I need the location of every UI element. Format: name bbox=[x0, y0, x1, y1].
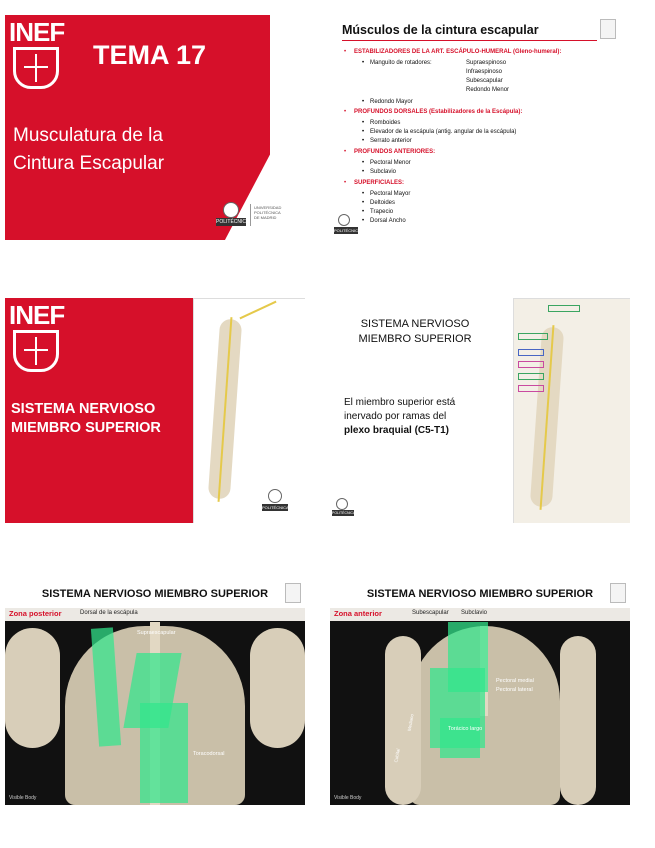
nerve-label: Torácico largo bbox=[448, 726, 483, 732]
inef-small-logo-icon bbox=[610, 583, 626, 603]
upm-seal-icon bbox=[338, 214, 350, 226]
thoracodorsal-highlight bbox=[140, 703, 188, 803]
university-name: UNIVERSIDAD POLITÉCNICA DE MADRID bbox=[254, 205, 282, 220]
left-arm-illustration bbox=[5, 628, 60, 748]
slide-nervous-system-intro bbox=[330, 298, 630, 523]
list-item: Infraespinoso bbox=[466, 69, 503, 75]
nerve-label: Pectoral medial bbox=[496, 678, 534, 684]
brachial-plexus-diagram bbox=[513, 298, 630, 523]
upm-seal-icon bbox=[268, 489, 282, 503]
list-item: Dorsal Ancho bbox=[370, 218, 406, 224]
body-line-2: inervado por ramas del bbox=[344, 411, 447, 422]
left-arm-illustration bbox=[385, 636, 421, 805]
list-heading: PROFUNDOS ANTERIORES: bbox=[354, 149, 436, 155]
nerve-label: Cubital bbox=[393, 748, 401, 763]
slide-posterior-zone bbox=[5, 580, 305, 805]
nerve-label-box bbox=[518, 373, 544, 380]
inef-small-logo-icon bbox=[285, 583, 301, 603]
nerve-label-box bbox=[518, 333, 548, 340]
slide-tema-17 bbox=[5, 15, 305, 240]
list-item: Pectoral Mayor bbox=[370, 191, 411, 197]
brachial-plexus-diagram bbox=[193, 298, 305, 523]
list-item: Romboides bbox=[370, 120, 401, 126]
nerve-label-box bbox=[518, 349, 544, 356]
list-heading: ESTABILIZADORES DE LA ART. ESCÁPULO-HUMERAL (Gleno-humeral): bbox=[354, 49, 562, 55]
inef-emblem-icon bbox=[13, 47, 59, 89]
title-line-2: MIEMBRO SUPERIOR bbox=[11, 420, 161, 436]
right-arm-illustration bbox=[560, 636, 596, 805]
list-item: Redondo Mayor bbox=[370, 99, 413, 105]
divider bbox=[250, 204, 251, 226]
inef-emblem-icon bbox=[13, 330, 59, 372]
list-heading: PROFUNDOS DORSALES (Estabilizadores de la Escápula): bbox=[354, 109, 523, 115]
list-item: Redondo Menor bbox=[466, 87, 510, 93]
visible-body-credit: Visible Body bbox=[334, 795, 362, 801]
politecnica-badge: POLITÉCNICA bbox=[262, 505, 289, 510]
inef-logo-text: INEF bbox=[9, 300, 65, 330]
nerve-label-box bbox=[518, 361, 544, 368]
slide-title: Músculos de la cintura escapular bbox=[342, 23, 539, 37]
subtitle-line-2: Cintura Escapular bbox=[13, 153, 165, 174]
upm-seal-icon bbox=[336, 498, 348, 510]
nerve-label: Supraescapular bbox=[137, 630, 176, 636]
politecnica-badge: POLITÉCNICA bbox=[332, 511, 356, 515]
nerve-line bbox=[239, 301, 276, 320]
visible-body-credit: Visible Body bbox=[9, 795, 37, 801]
slide-nervous-system-title bbox=[5, 298, 305, 523]
title-underline bbox=[342, 40, 597, 41]
list-item: Elevador de la escápula (antig. angular de la escápula) bbox=[370, 129, 517, 135]
nerve-label: Subclavio bbox=[461, 610, 488, 616]
subtitle-line-1: Musculatura de la bbox=[13, 125, 163, 146]
nerve-label: Mediano bbox=[406, 713, 415, 732]
nerve-label-box bbox=[548, 305, 580, 312]
zone-bar bbox=[330, 608, 630, 621]
anatomy-render-anterior bbox=[330, 608, 630, 805]
nerve-label-box bbox=[518, 385, 544, 392]
upm-seal-icon bbox=[223, 202, 239, 218]
slide-muscle-list: Músculos de la cintura escapular • ESTABILIZADORES DE LA ART. ESCÁPULO-HUMERAL (Gleno-humeral): • Manguito de rotadores: Supraespinoso Infraespinoso Subescapular Redondo Menor • Redondo Mayor • PROFUNDOS DORSALES (Estabilizadores de la Escápula): • Romboides • Elevador de la escápula (antig. angular de la escápula) • Serrato anterior • PROFUNDOS ANTERIORES: • Pectoral Menor • Subclavio • SUPERFICIALES: • Pectoral Mayor • Deltoides • Trapecio • Dorsal Ancho POLITÉCNICA bbox=[330, 15, 630, 240]
anatomy-render-posterior bbox=[5, 608, 305, 805]
nerve-label: Toracodorsal bbox=[193, 751, 225, 757]
list-item: Subclavio bbox=[370, 169, 397, 175]
list-item: Deltoides bbox=[370, 200, 396, 206]
politecnica-badge: POLITÉCNICA bbox=[334, 228, 361, 233]
list-heading: SUPERFICIALES: bbox=[354, 180, 405, 186]
nerve-label: Pectoral lateral bbox=[496, 687, 533, 693]
slide-title: TEMA 17 bbox=[93, 40, 207, 70]
politecnica-badge: POLITÉCNICA bbox=[216, 219, 250, 225]
zone-label: Zona posterior bbox=[9, 609, 62, 618]
nerve-label: Subescapular bbox=[412, 610, 449, 616]
list-item: Subescapular bbox=[466, 78, 503, 84]
body-line-3: plexo braquial (C5-T1) bbox=[344, 425, 450, 436]
inef-small-logo-icon bbox=[600, 19, 616, 39]
list-item: Pectoral Menor bbox=[370, 160, 411, 166]
list-item: Supraespinoso bbox=[466, 60, 507, 66]
long-thoracic-highlight bbox=[440, 718, 483, 758]
list-item: Manguito de rotadores: bbox=[370, 60, 432, 66]
body-line-1: El miembro superior está bbox=[344, 397, 456, 408]
slide-title: SISTEMA NERVIOSO MIEMBRO SUPERIOR bbox=[366, 588, 594, 600]
zone-bar bbox=[5, 608, 305, 621]
slide-title: SISTEMA NERVIOSO MIEMBRO SUPERIOR bbox=[41, 588, 269, 600]
nerve-label: Dorsal de la escápula bbox=[80, 610, 138, 616]
inef-logo-text: INEF bbox=[9, 17, 65, 47]
right-arm-illustration bbox=[250, 628, 305, 748]
slide-anterior-zone bbox=[330, 580, 630, 805]
list-item: Trapecio bbox=[370, 209, 394, 215]
title-line-2: MIEMBRO SUPERIOR bbox=[358, 333, 472, 345]
list-item: Serrato anterior bbox=[370, 138, 412, 144]
title-line-1: SISTEMA NERVIOSO bbox=[360, 318, 470, 330]
title-line-1: SISTEMA NERVIOSO bbox=[11, 401, 156, 417]
zone-label: Zona anterior bbox=[334, 609, 382, 618]
